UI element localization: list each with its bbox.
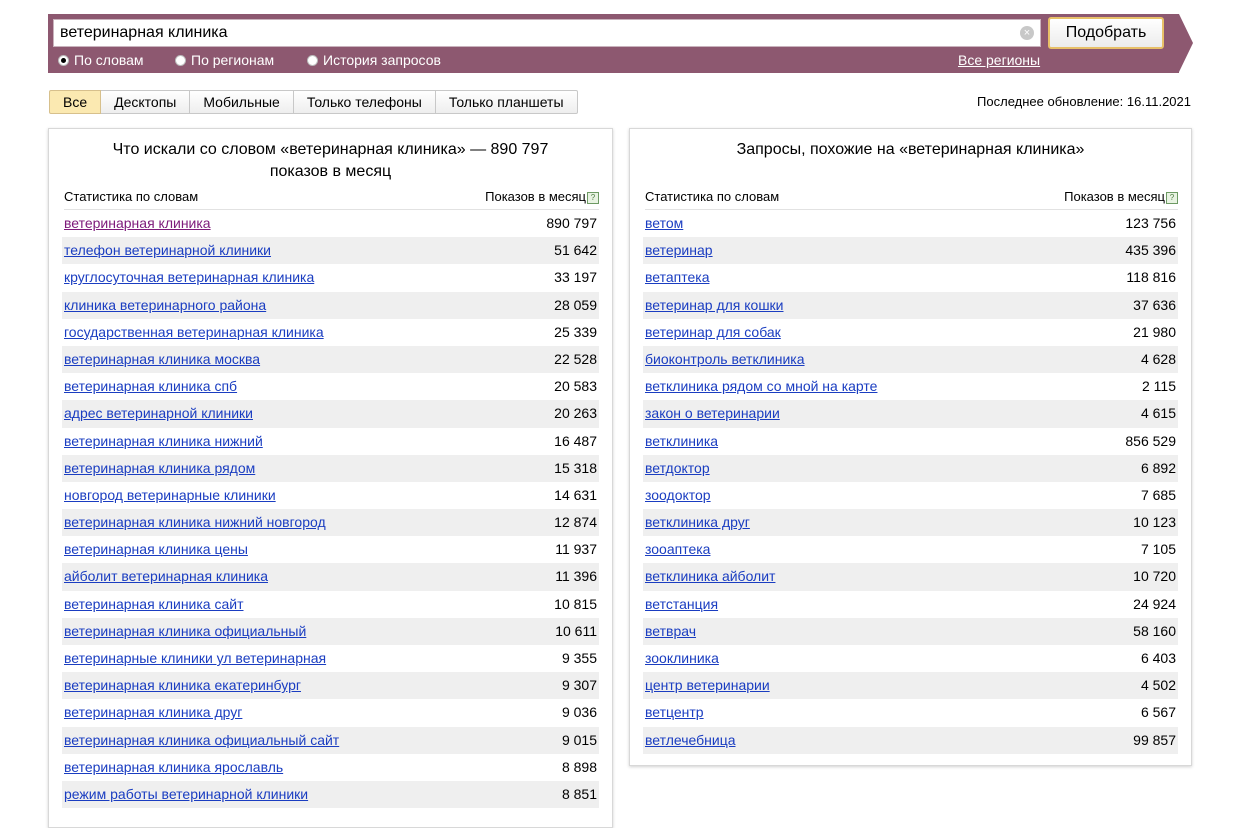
search-input[interactable] [54,20,1010,46]
help-icon[interactable]: ? [587,192,599,204]
impressions-count: 25 339 [554,323,597,340]
query-link[interactable]: ветеринарная клиника официальный сайт [64,731,340,748]
impressions-count: 10 123 [1133,514,1176,531]
query-link[interactable]: ветклиника айболит [645,568,776,585]
query-link[interactable]: ветлечебница [645,731,736,748]
query-link[interactable]: ветврач [645,622,697,639]
table-row [643,428,1178,455]
query-link[interactable]: государственная ветеринарная клиника [64,323,324,340]
table-row [643,672,1178,699]
mode-label: По регионам [191,52,275,68]
table-row [62,699,599,726]
impressions-count: 4 628 [1140,350,1176,367]
impressions-count: 20 263 [554,405,597,422]
tab-phones-only[interactable]: Только телефоны [294,90,436,114]
impressions-count: 6 567 [1140,704,1176,721]
table-row [643,482,1178,509]
impressions-count: 8 851 [561,785,597,802]
table-row [62,346,599,373]
table-row [62,264,599,291]
query-link[interactable]: ветеринарная клиника сайт [64,595,244,612]
query-link[interactable]: клиника ветеринарного района [64,296,267,313]
query-link[interactable]: айболит ветеринарная клиника [64,568,268,585]
table-row [62,727,599,754]
words-table-header [64,189,599,210]
table-row [643,645,1178,672]
table-row [643,699,1178,726]
impressions-count: 7 105 [1140,541,1176,558]
column-header-label: Показов в месяц [1064,189,1165,204]
impressions-count: 51 642 [554,242,597,259]
words-panel-title: Что искали со словом «ветеринарная клиника» — 890 797 показов в месяц [112,141,549,180]
table-row [62,563,599,590]
column-header-impressions [485,189,599,204]
impressions-count: 58 160 [1133,622,1176,639]
tab-desktops[interactable]: Десктопы [101,90,190,114]
table-row [643,346,1178,373]
help-icon[interactable]: ? [1166,192,1178,204]
words-table [62,210,599,808]
impressions-count: 37 636 [1133,296,1176,313]
impressions-count: 11 396 [555,568,597,585]
impressions-count: 123 756 [1125,215,1176,231]
query-link[interactable]: биоконтроль ветклиника [645,350,805,367]
query-link[interactable]: зоодоктор [645,486,711,503]
table-row [62,319,599,346]
query-link[interactable]: ветеринарные клиники ул ветеринарная [64,650,327,666]
query-link[interactable]: ветклиника рядом со мной на карте [645,378,878,395]
table-row [643,237,1178,264]
all-regions-link[interactable]: Все регионы [958,52,1041,68]
query-link[interactable]: ветеринарная клиника [64,215,211,231]
query-link[interactable]: режим работы ветеринарной клиники [64,785,309,802]
table-row [643,373,1178,400]
impressions-count: 118 816 [1126,269,1176,286]
impressions-count: 6 403 [1140,650,1176,666]
impressions-count: 435 396 [1125,242,1176,259]
query-link[interactable]: ветклиника друг [645,514,750,531]
column-header-impressions [1064,189,1178,204]
column-header-label: Показов в месяц [485,189,586,204]
query-link[interactable]: ветеринарная клиника екатеринбург [64,677,301,694]
query-link[interactable]: ветаптека [645,269,710,286]
impressions-count: 16 487 [554,432,597,449]
impressions-count: 11 937 [555,541,597,558]
query-link[interactable]: центр ветеринарии [645,677,770,694]
last-updated: Последнее обновление: 16.11.2021 [977,94,1191,109]
table-row [62,292,599,319]
table-row [62,536,599,563]
impressions-count: 8 898 [561,758,597,775]
query-link[interactable]: зооаптека [645,541,711,558]
query-link[interactable]: ветом [645,215,684,231]
table-row [643,509,1178,536]
impressions-count: 7 685 [1140,486,1176,503]
column-header-words: Статистика по словам [645,189,780,204]
impressions-count: 24 924 [1133,595,1176,612]
table-row [62,509,599,536]
query-link[interactable]: ветстанция [645,595,719,612]
table-row [62,237,599,264]
table-row [643,727,1178,754]
impressions-count: 890 797 [546,215,597,231]
impressions-count: 2 115 [1142,378,1176,395]
query-link[interactable]: зооклиника [645,650,719,666]
table-row [643,618,1178,645]
table-row [643,292,1178,319]
query-link[interactable]: ветеринар для собак [645,323,781,340]
impressions-count: 15 318 [554,459,597,476]
query-link[interactable]: ветеринарная клиника нижний [64,432,263,449]
table-row [62,428,599,455]
similar-panel-title: Запросы, похожие на «ветеринарная клиника» [736,141,1085,158]
impressions-count: 99 857 [1133,731,1176,748]
query-link[interactable]: ветеринарная клиника цены [64,541,248,558]
clear-icon[interactable]: × [1020,26,1034,40]
table-row [62,210,599,237]
similar-panel [629,128,1192,766]
impressions-count: 856 529 [1125,432,1176,449]
table-row [62,400,599,427]
table-row [62,754,599,781]
radio-checked-icon[interactable] [58,55,69,66]
table-row [62,781,599,808]
table-row [643,563,1178,590]
mode-by-words[interactable] [58,52,144,68]
table-row [643,536,1178,563]
impressions-count: 10 611 [555,622,597,639]
query-link[interactable]: ветклиника [645,432,719,449]
impressions-count: 9 307 [561,677,597,694]
tab-all[interactable]: Все [49,90,101,114]
tab-mobile[interactable]: Мобильные [190,90,294,114]
impressions-count: 9 036 [561,704,597,721]
table-row [62,482,599,509]
query-link[interactable]: ветцентр [645,704,704,721]
similar-table-header [645,189,1178,210]
impressions-count: 28 059 [554,296,597,313]
table-row [62,618,599,645]
table-row [643,400,1178,427]
column-header-words: Статистика по словам [64,189,199,204]
impressions-count: 20 583 [554,378,597,395]
query-link[interactable]: ветдоктор [645,459,710,476]
query-link[interactable]: круглосуточная ветеринарная клиника [64,269,315,286]
impressions-count: 33 197 [554,269,597,286]
radio-icon[interactable] [307,55,318,66]
similar-table [643,210,1178,754]
impressions-count: 21 980 [1133,323,1176,340]
query-link[interactable]: ветеринарная клиника спб [64,378,238,395]
table-row [643,591,1178,618]
impressions-count: 4 615 [1140,405,1176,422]
query-link[interactable]: ветеринарная клиника рядом [64,459,256,476]
query-link[interactable]: ветеринар [645,242,713,259]
device-tabs [49,90,578,114]
table-row [643,210,1178,237]
tab-tablets-only[interactable]: Только планшеты [436,90,578,114]
impressions-count: 9 015 [561,731,597,748]
table-row [643,264,1178,291]
query-link[interactable]: ветеринар для кошки [645,296,784,313]
table-row [643,455,1178,482]
submit-button[interactable]: Подобрать [1048,17,1164,49]
search-box [53,19,1041,47]
query-link[interactable]: ветеринарная клиника официальный [64,622,307,639]
query-link[interactable]: ветеринарная клиника нижний новгород [64,514,326,531]
query-link[interactable]: адрес ветеринарной клиники [64,405,253,422]
search-band-arrow [1179,14,1193,72]
mode-label: История запросов [323,52,441,68]
impressions-count: 10 720 [1133,568,1176,585]
mode-label: По словам [74,52,144,68]
query-link[interactable]: ветеринарная клиника друг [64,704,243,721]
table-row [62,672,599,699]
query-link[interactable]: ветеринарная клиника москва [64,350,261,367]
table-row [62,591,599,618]
mode-history[interactable] [307,52,441,68]
query-link[interactable]: телефон ветеринарной клиники [64,242,272,259]
table-row [62,455,599,482]
query-link[interactable]: новгород ветеринарные клиники [64,486,276,503]
words-panel [48,128,613,828]
impressions-count: 4 502 [1140,677,1176,694]
impressions-count: 22 528 [554,350,597,367]
impressions-count: 9 355 [561,650,597,666]
table-row [643,319,1178,346]
impressions-count: 10 815 [554,595,597,612]
table-row [62,645,599,672]
impressions-count: 12 874 [554,514,597,531]
query-link[interactable]: закон о ветеринарии [645,405,780,422]
impressions-count: 6 892 [1140,459,1176,476]
impressions-count: 14 631 [554,486,597,503]
table-row [62,373,599,400]
query-link[interactable]: ветеринарная клиника ярославль [64,758,284,775]
mode-by-regions[interactable] [175,52,274,68]
radio-icon[interactable] [175,55,186,66]
